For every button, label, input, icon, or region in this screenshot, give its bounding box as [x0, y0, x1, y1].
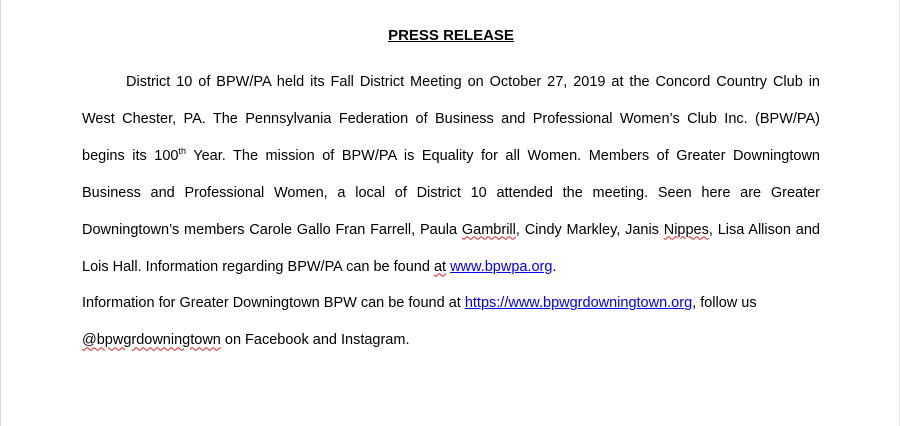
- spellcheck-word-at: at: [433, 258, 447, 275]
- document-title: PRESS RELEASE: [388, 27, 514, 44]
- document-body: [82, 24, 820, 359]
- paragraph-info-text-1: Information for Greater Downingtown BPW can be found at: [82, 295, 465, 312]
- spellcheck-word-nippes: Nippes: [663, 221, 709, 238]
- paragraph-main-text-6: .: [552, 258, 557, 275]
- paragraph-main-text-3: , Cindy Markley, Janis: [515, 221, 664, 238]
- paragraph-info-text-3: on Facebook and Instagram.: [220, 332, 410, 349]
- page-left-edge: [0, 0, 1, 426]
- paragraph-main-text-4: , Lisa Allison and Lois Hall. Information regarding BPW/PA can be found: [82, 221, 820, 275]
- paragraph-main: [82, 64, 820, 285]
- bpwpa-link[interactable]: www.bpwpa.org: [450, 258, 553, 275]
- paragraph-main-text-1: District 10 of BPW/PA held its Fall District Meeting on October 27, 2019 at the Concord Country Club in West Chester, PA. The Pennsylvania Federation of Business and Professional Women’s Club Inc. (BPW/PA) begins its 100: [82, 74, 820, 164]
- social-handle: @bpwgrdowningtown: [82, 332, 221, 349]
- paragraph-main-text-2: Year. The mission of BPW/PA is Equality for all Women. Members of Greater Downingtown Business and Professional Women, a local of District 10 attended the meeting. Seen here are Greater Downingtown’s members Carole Gallo Fran Farrell, Paula: [82, 147, 820, 238]
- ordinal-superscript: th: [178, 145, 186, 156]
- paragraph-info: [82, 285, 820, 359]
- downingtown-link[interactable]: https://www.bpwgrdowningtown.org: [464, 295, 693, 312]
- spellcheck-word-gambrill: Gambrill: [461, 221, 516, 238]
- paragraph-info-text-2: , follow us: [692, 295, 757, 312]
